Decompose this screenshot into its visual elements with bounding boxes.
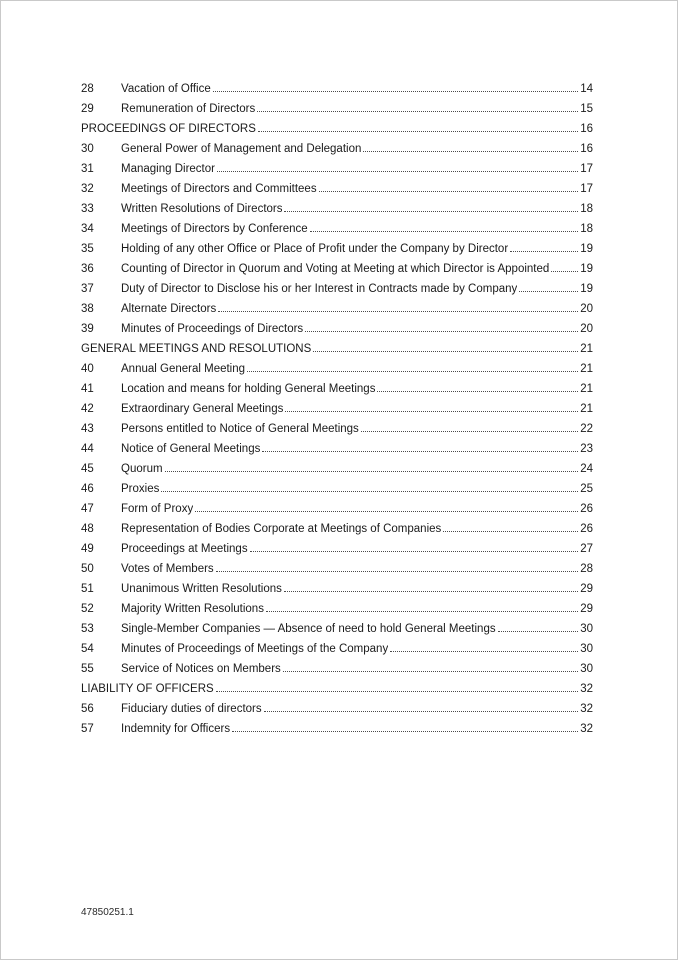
toc-item-row (81, 479, 593, 499)
toc-item-number: 43 (81, 423, 94, 435)
toc-page-number: 22 (580, 423, 593, 435)
dot-leader (310, 231, 579, 232)
toc-item-title: Minutes of Proceedings of Directors (121, 323, 304, 335)
toc-item-title: General Power of Management and Delegation (121, 143, 362, 155)
toc-item-number: 31 (81, 163, 94, 175)
toc-item-row (81, 659, 593, 679)
toc-item-number: 49 (81, 543, 94, 555)
toc-item-title: Form of Proxy (121, 503, 194, 515)
dot-leader (213, 91, 578, 92)
toc-item-title: Proxies (121, 483, 160, 495)
dot-leader (264, 711, 579, 712)
toc-item-number: 39 (81, 323, 94, 335)
dot-leader (250, 551, 579, 552)
toc-page-number: 17 (580, 163, 593, 175)
toc-page-number: 25 (580, 483, 593, 495)
toc-page-number: 17 (580, 183, 593, 195)
toc-item-number: 38 (81, 303, 94, 315)
dot-leader (313, 351, 578, 352)
toc-item-number: 42 (81, 403, 94, 415)
toc-page-number: 29 (580, 583, 593, 595)
dot-leader (510, 251, 578, 252)
toc-item-title: Remuneration of Directors (121, 103, 256, 115)
toc-item-number: 40 (81, 363, 94, 375)
toc-item-title: Single-Member Companies — Absence of need to hold General Meetings (121, 623, 496, 635)
toc-item-number: 51 (81, 583, 94, 595)
toc-item-number: 46 (81, 483, 94, 495)
toc-item-row (81, 419, 593, 439)
toc-item-number: 28 (81, 83, 94, 95)
toc-item-title: Duty of Director to Disclose his or her Interest in Contracts made by Company (121, 283, 518, 295)
toc-item-number: 37 (81, 283, 94, 295)
toc-item-row (81, 579, 593, 599)
toc-item-number: 56 (81, 703, 94, 715)
dot-leader (361, 431, 578, 432)
toc-item-row (81, 259, 593, 279)
toc-page-number: 29 (580, 603, 593, 615)
dot-leader (218, 311, 578, 312)
dot-leader (285, 411, 578, 412)
toc-item-title: Vacation of Office (121, 83, 211, 95)
toc-item-number: 48 (81, 523, 94, 535)
toc-item-number: 41 (81, 383, 94, 395)
toc-item-row (81, 619, 593, 639)
toc-page-number: 24 (580, 463, 593, 475)
dot-leader (217, 171, 578, 172)
toc-item-row (81, 159, 593, 179)
toc-page-number: 16 (580, 123, 593, 135)
toc-page-number: 20 (580, 323, 593, 335)
toc-item-number: 32 (81, 183, 94, 195)
toc-page-number: 23 (580, 443, 593, 455)
dot-leader (319, 191, 579, 192)
toc-item-title: Location and means for holding General Meetings (121, 383, 376, 395)
toc-item-title: Service of Notices on Members (121, 663, 281, 675)
toc-item-title: Annual General Meeting (121, 363, 246, 375)
toc-page-number: 21 (580, 343, 593, 355)
toc-page-number: 32 (580, 683, 593, 695)
toc-page-number: 15 (580, 103, 593, 115)
dot-leader (216, 691, 578, 692)
toc-item-row (81, 559, 593, 579)
toc-page-number: 26 (580, 503, 593, 515)
toc-item-title: Proceedings at Meetings (121, 543, 248, 555)
toc-item-row (81, 359, 593, 379)
dot-leader (262, 451, 578, 452)
toc-page-number: 14 (580, 83, 593, 95)
toc-item-title: Meetings of Directors and Committees (121, 183, 317, 195)
toc-page-number: 19 (580, 243, 593, 255)
document-reference-number: 47850251.1 (81, 907, 134, 918)
toc-item-row (81, 599, 593, 619)
toc-item-number: 30 (81, 143, 94, 155)
toc-page-number: 30 (580, 643, 593, 655)
toc-item-title: Written Resolutions of Directors (121, 203, 283, 215)
toc-item-title: Quorum (121, 463, 163, 475)
toc-item-title: Holding of any other Office or Place of Profit under the Company by Director (121, 243, 509, 255)
toc-item-number: 45 (81, 463, 94, 475)
dot-leader (216, 571, 579, 572)
dot-leader (305, 331, 578, 332)
toc-item-number: 29 (81, 103, 94, 115)
toc-item-row (81, 279, 593, 299)
toc-item-row (81, 139, 593, 159)
toc-section-row (81, 339, 593, 359)
toc-item-number: 57 (81, 723, 94, 735)
dot-leader (551, 271, 578, 272)
toc-item-row (81, 499, 593, 519)
toc-item-title: Managing Director (121, 163, 215, 175)
toc-item-row (81, 199, 593, 219)
dot-leader (519, 291, 578, 292)
toc-item-row (81, 379, 593, 399)
dot-leader (161, 491, 578, 492)
toc-page-number: 21 (580, 403, 593, 415)
dot-leader (195, 511, 578, 512)
toc-item-number: 55 (81, 663, 94, 675)
toc-page-number: 19 (580, 263, 593, 275)
toc-item-number: 33 (81, 203, 94, 215)
toc-page-number: 16 (580, 143, 593, 155)
dot-leader (165, 471, 579, 472)
toc-page-number: 19 (580, 283, 593, 295)
toc-item-number: 47 (81, 503, 94, 515)
dot-leader (498, 631, 579, 632)
table-of-contents (81, 79, 593, 739)
toc-page-number: 21 (580, 383, 593, 395)
toc-item-number: 36 (81, 263, 94, 275)
toc-item-title: Representation of Bodies Corporate at Meetings of Companies (121, 523, 442, 535)
toc-item-number: 52 (81, 603, 94, 615)
toc-page-number: 28 (580, 563, 593, 575)
toc-section-title: LIABILITY OF OFFICERS (81, 683, 214, 695)
toc-item-title: Indemnity for Officers (121, 723, 231, 735)
toc-item-title: Votes of Members (121, 563, 214, 575)
toc-item-row (81, 299, 593, 319)
toc-item-title: Alternate Directors (121, 303, 217, 315)
toc-item-row (81, 699, 593, 719)
toc-item-row (81, 459, 593, 479)
dot-leader (257, 111, 578, 112)
toc-item-row (81, 539, 593, 559)
toc-page-number: 18 (580, 223, 593, 235)
toc-item-row (81, 439, 593, 459)
dot-leader (232, 731, 578, 732)
dot-leader (258, 131, 578, 132)
toc-item-title: Counting of Director in Quorum and Voting at Meeting at which Director is Appointed (121, 263, 550, 275)
toc-item-row (81, 399, 593, 419)
toc-item-row (81, 719, 593, 739)
toc-item-title: Minutes of Proceedings of Meetings of the Company (121, 643, 389, 655)
toc-item-row (81, 639, 593, 659)
toc-item-row (81, 239, 593, 259)
toc-section-title: PROCEEDINGS OF DIRECTORS (81, 123, 256, 135)
toc-section-row (81, 119, 593, 139)
toc-page-number: 26 (580, 523, 593, 535)
toc-item-title: Notice of General Meetings (121, 443, 261, 455)
dot-leader (390, 651, 578, 652)
dot-leader (443, 531, 578, 532)
dot-leader (284, 591, 578, 592)
toc-item-title: Fiduciary duties of directors (121, 703, 262, 715)
dot-leader (247, 371, 578, 372)
toc-item-row (81, 179, 593, 199)
toc-item-title: Persons entitled to Notice of General Meetings (121, 423, 359, 435)
toc-page-number: 20 (580, 303, 593, 315)
toc-item-number: 50 (81, 563, 94, 575)
toc-item-row (81, 319, 593, 339)
toc-page-number: 18 (580, 203, 593, 215)
toc-page-number: 27 (580, 543, 593, 555)
dot-leader (363, 151, 578, 152)
toc-page-number: 21 (580, 363, 593, 375)
toc-section-row (81, 679, 593, 699)
toc-item-title: Extraordinary General Meetings (121, 403, 284, 415)
dot-leader (283, 671, 578, 672)
dot-leader (284, 211, 578, 212)
toc-item-row (81, 219, 593, 239)
toc-item-number: 35 (81, 243, 94, 255)
toc-item-title: Unanimous Written Resolutions (121, 583, 282, 595)
toc-page-number: 32 (580, 703, 593, 715)
toc-page-number: 30 (580, 663, 593, 675)
toc-item-number: 54 (81, 643, 94, 655)
toc-item-row (81, 99, 593, 119)
toc-section-title: GENERAL MEETINGS AND RESOLUTIONS (81, 343, 312, 355)
toc-page-number: 32 (580, 723, 593, 735)
toc-item-number: 44 (81, 443, 94, 455)
toc-item-row (81, 79, 593, 99)
toc-item-number: 53 (81, 623, 94, 635)
dot-leader (266, 611, 578, 612)
dot-leader (377, 391, 578, 392)
toc-item-title: Majority Written Resolutions (121, 603, 264, 615)
toc-item-row (81, 519, 593, 539)
toc-item-number: 34 (81, 223, 94, 235)
toc-item-title: Meetings of Directors by Conference (121, 223, 308, 235)
toc-page-number: 30 (580, 623, 593, 635)
